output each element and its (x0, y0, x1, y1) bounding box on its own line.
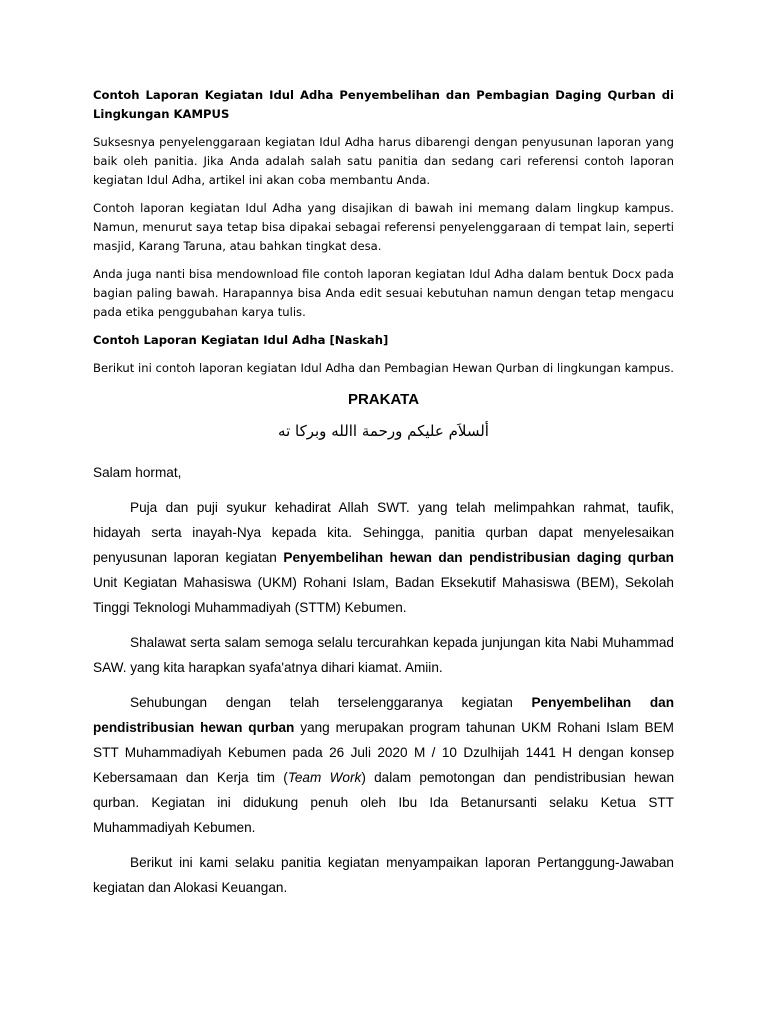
intro-paragraph: Contoh laporan kegiatan Idul Adha yang disajikan di bawah ini memang dalam lingkup kampus. Namun, menurut saya tetap bisa dipakai sebagai referensi penyelenggaraan di tempat lain, seperti masjid, Karang Taruna, atau bahkan tingkat desa. (93, 201, 674, 253)
text-run: yang merupakan program tahunan UKM Rohani Islam BEM STT Muhammadiyah Kebumen pada 26 Juli 2020 M / 10 Dzulhijah 1441 H dengan konsep Kebersamaan dan Kerja tim ( (93, 720, 674, 785)
bold-text-run: Penyembelihan hewan dan pendistribusian daging qurban (283, 550, 674, 565)
intro-paragraph: Berikut ini contoh laporan kegiatan Idul Adha dan Pembagian Hewan Qurban di lingkungan kampus. (93, 361, 674, 375)
bold-text-run: Penyembelihan dan pendistribusian hewan qurban (93, 695, 674, 735)
text-run: Sehubungan dengan telah terselenggaranya kegiatan (130, 695, 532, 710)
intro-paragraph: Suksesnya penyelenggaraan kegiatan Idul Adha harus dibarengi dengan penyusunan laporan yang baik oleh panitia. Jika Anda adalah salah satu panitia dan sedang cari referensi contoh laporan kegiatan Idul Adha, artikel ini akan coba membantu Anda. (93, 135, 674, 187)
text-run: Unit Kegiatan Mahasiswa (UKM) Rohani Islam, Badan Eksekutif Mahasiswa (BEM), Sekolah Tinggi Teknologi Muhammadiyah (STTM) Kebumen. (93, 575, 674, 615)
article-intro (93, 86, 674, 378)
document-title: PRAKATA (347, 391, 420, 408)
intro-paragraph: Anda juga nanti bisa mendownload file contoh laporan kegiatan Idul Adha dalam bentuk Docx pada bagian paling bawah. Harapannya bisa Anda edit sesuai kebutuhan namun dengan tetap mengacu pada etika penggubahan karya tulis. (93, 267, 674, 319)
body-paragraph (93, 690, 674, 840)
arabic-greeting: ألسلاَم عليكم ورحمة االله وبركا ته (278, 422, 489, 440)
article-subheading: Contoh Laporan Kegiatan Idul Adha [Naskah] (93, 333, 389, 347)
document-body (93, 460, 674, 900)
article-heading: Contoh Laporan Kegiatan Idul Adha Penyembelihan dan Pembagian Daging Qurban di Lingkungan KAMPUS (93, 88, 674, 121)
text-run: Puja dan puji syukur kehadirat Allah SWT. yang telah melimpahkan rahmat, taufik, hidayah serta inayah-Nya kepada kita. Sehingga, panitia qurban dapat menyelesaikan penyusunan laporan kegiatan (93, 500, 674, 565)
body-paragraph: Shalawat serta salam semoga selalu tercurahkan kepada junjungan kita Nabi Muhammad SAW. yang kita harapkan syafa'atnya dihari kiamat. Amiin. (93, 635, 674, 675)
salutation: Salam hormat, (93, 465, 182, 480)
italic-text-run: Team Work (287, 770, 362, 785)
body-paragraph: Berikut ini kami selaku panitia kegiatan menyampaikan laporan Pertanggung-Jawaban kegiatan dan Alokasi Keuangan. (93, 855, 674, 895)
body-paragraph (93, 495, 674, 620)
text-run: ) dalam pemotongan dan pendistribusian hewan qurban. Kegiatan ini didukung penuh oleh Ibu Ida Betanursanti selaku Ketua STT Muhammadiyah Kebumen. (93, 770, 674, 835)
